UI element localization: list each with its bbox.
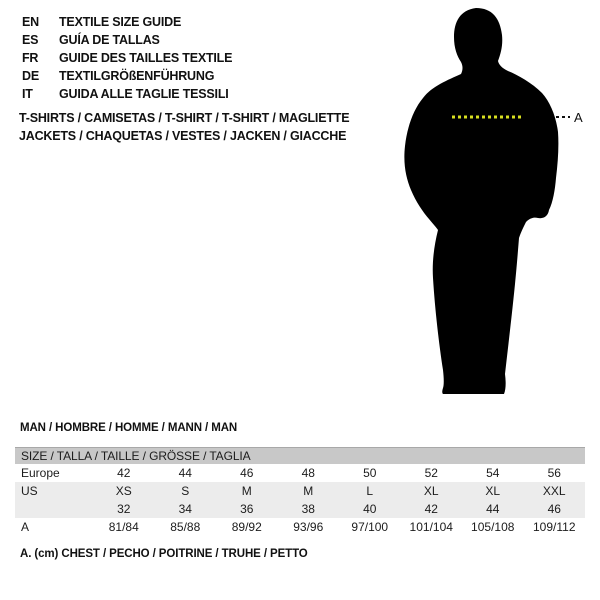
table-cell: 101/104 [409, 520, 453, 534]
language-code: DE [22, 69, 39, 83]
language-row [22, 85, 232, 103]
table-cell: 38 [301, 502, 315, 516]
language-code: FR [22, 51, 39, 65]
table-row-europe [15, 464, 585, 482]
table-cell: 50 [363, 466, 377, 480]
language-code: IT [22, 87, 33, 101]
table-cell: 52 [424, 466, 438, 480]
table-cell: 40 [363, 502, 377, 516]
language-code: ES [22, 33, 39, 47]
size-table [15, 447, 585, 536]
table-cell: S [181, 484, 190, 498]
table-cell: XS [115, 484, 132, 498]
row-label: Europe [21, 466, 60, 480]
section-heading-man: MAN / HOMBRE / HOMME / MANN / MAN [20, 422, 238, 434]
table-cell: 54 [486, 466, 500, 480]
table-cell: 105/108 [471, 520, 515, 534]
table-cell: 42 [424, 502, 438, 516]
table-cell: 85/88 [170, 520, 201, 534]
table-row-a-chest [15, 518, 585, 536]
table-row-us [15, 482, 585, 500]
language-label: TEXTILE SIZE GUIDE [59, 15, 182, 29]
table-cell: 46 [240, 466, 254, 480]
row-label: A [21, 520, 30, 534]
language-row [22, 31, 232, 49]
table-cell: 48 [301, 466, 315, 480]
table-cell: 97/100 [351, 520, 389, 534]
table-cell: 109/112 [533, 520, 576, 534]
table-cell: 81/84 [108, 520, 139, 534]
table-cell: 36 [240, 502, 254, 516]
measurement-footnote: A. (cm) CHEST / PECHO / POITRINE / TRUHE / PETTO [20, 548, 308, 560]
man-silhouette [404, 8, 558, 394]
language-code: EN [22, 15, 39, 29]
table-cell: M [303, 484, 314, 498]
table-cell: XXL [542, 484, 566, 498]
row-label: US [21, 484, 38, 498]
table-cell: 32 [117, 502, 131, 516]
language-row [22, 13, 232, 31]
table-cell: 42 [117, 466, 131, 480]
table-cell: XL [423, 484, 439, 498]
table-cell: M [241, 484, 252, 498]
man-silhouette-svg [398, 6, 588, 396]
language-row [22, 49, 232, 67]
language-label: GUIDA ALLE TAGLIE TESSILI [59, 87, 229, 101]
table-cell: 89/92 [231, 520, 262, 534]
table-cell: 34 [178, 502, 192, 516]
category-jackets: JACKETS / CHAQUETAS / VESTES / JACKEN / GIACCHE [19, 129, 347, 143]
language-label: GUIDE DES TAILLES TEXTILE [59, 51, 233, 65]
language-label: TEXTILGRÖßENFÜHRUNG [59, 69, 215, 83]
table-cell: L [366, 484, 374, 498]
size-table-header: SIZE / TALLA / TAILLE / GRÖSSE / TAGLIA [15, 447, 585, 464]
product-categories [19, 109, 349, 145]
category-tshirts: T-SHIRTS / CAMISETAS / T-SHIRT / T-SHIRT / MAGLIETTE [19, 111, 350, 125]
measure-label-a: A [574, 110, 583, 125]
language-label: GUÍA DE TALLAS [59, 33, 160, 47]
language-guide-list [22, 13, 232, 103]
table-cell: XL [485, 484, 501, 498]
language-row [22, 67, 232, 85]
table-cell: 44 [178, 466, 192, 480]
table-cell: 56 [547, 466, 561, 480]
man-silhouette-figure [398, 6, 588, 396]
table-cell: 46 [547, 502, 561, 516]
table-cell: 44 [486, 502, 500, 516]
table-row-numeric [15, 500, 585, 518]
table-cell: 93/96 [293, 520, 324, 534]
